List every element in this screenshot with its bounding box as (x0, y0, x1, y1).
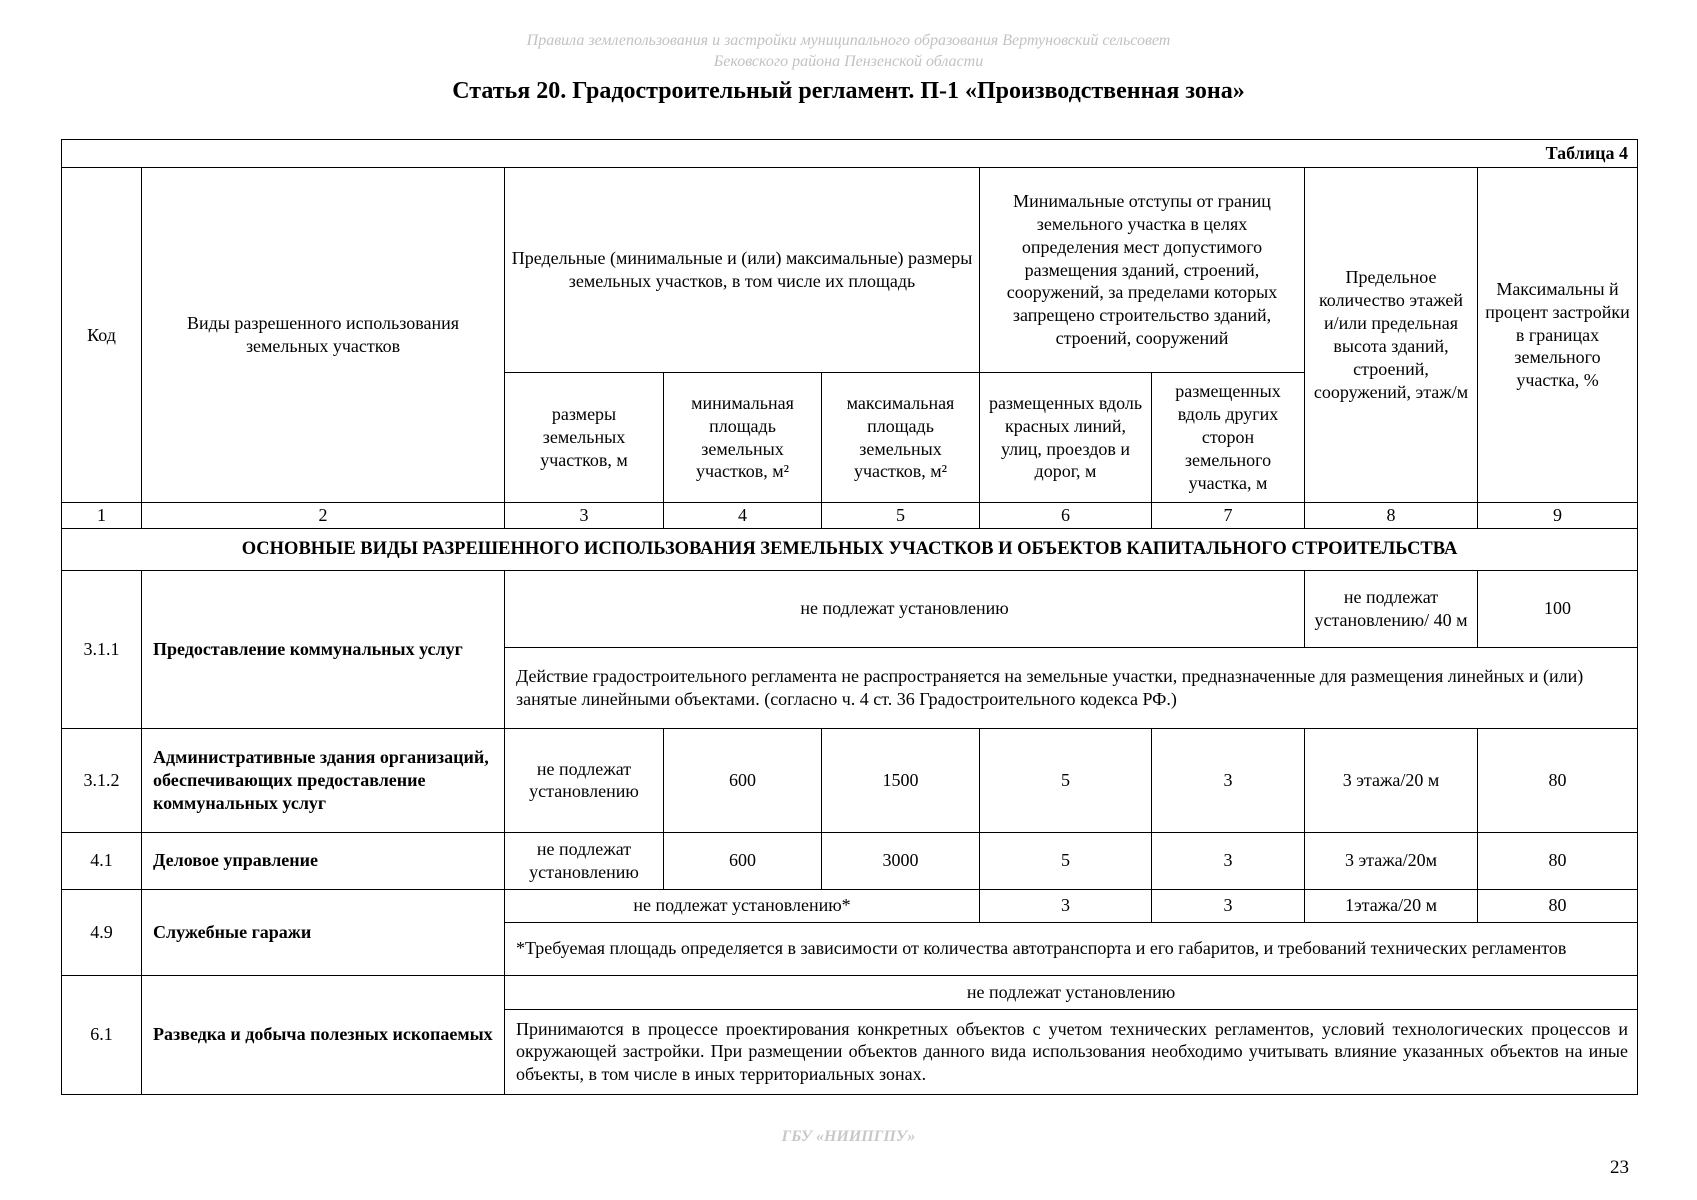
row-use-name: Служебные гаражи (142, 889, 505, 975)
row-code: 3.1.1 (62, 570, 142, 728)
row-min-area: 600 (664, 728, 822, 832)
header-setback-other: размещенных вдоль других сторон земельного участка, м (1152, 373, 1305, 503)
row-setback-red: 5 (980, 728, 1152, 832)
row-setback-other: 3 (1152, 832, 1305, 889)
header-max-area: максимальная площадь земельных участков, м² (822, 373, 980, 503)
row-coverage: 80 (1478, 728, 1638, 832)
row-coverage: 80 (1478, 832, 1638, 889)
row-merged-value: не подлежат установлению (505, 975, 1638, 1009)
regulation-table (61, 139, 1638, 1095)
row-coverage: 100 (1478, 570, 1638, 647)
row-note: Действие градостроительного регламента не распространяется на земельные участки, предназначенные для размещения линейных и (или) занятые линейными объектами. (согласно ч. 4 ст. 36 Градостроительного кодекса РФ.) (505, 647, 1638, 728)
row-setback-red: 3 (980, 889, 1152, 922)
row-floors: не подлежат установлению/ 40 м (1305, 570, 1478, 647)
col-number: 3 (505, 503, 664, 529)
row-coverage: 80 (1478, 889, 1638, 922)
header-use-types: Виды разрешенного использования земельных участков (142, 168, 505, 503)
row-plot-size: не подлежат установлению (505, 832, 664, 889)
row-floors: 3 этажа/20м (1305, 832, 1478, 889)
row-use-name: Разведка и добыча полезных ископаемых (142, 975, 505, 1094)
row-use-name: Деловое управление (142, 832, 505, 889)
row-plot-size: не подлежат установлению (505, 728, 664, 832)
col-number: 4 (664, 503, 822, 529)
running-header-line1: Правила землепользования и застройки муниципального образования Вертуновский сельсовет (526, 32, 1171, 49)
row-note: Принимаются в процессе проектирования конкретных объектов с учетом технических регламентов, условий технологических процессов и окружающей застройки. При размещении объектов данного вида использования необходимо учитывать влияние указанных объектов на иные объекты, в том числе в иных территориальных зонах. (505, 1009, 1638, 1094)
row-max-area: 1500 (822, 728, 980, 832)
row-code: 4.9 (62, 889, 142, 975)
col-number: 6 (980, 503, 1152, 529)
header-plot-limits: Предельные (минимальные и (или) максимальные) размеры земельных участков, в том числе их площадь (505, 168, 980, 373)
page-number: 23 (1610, 1157, 1629, 1178)
row-code: 3.1.2 (62, 728, 142, 832)
row-use-name: Предоставление коммунальных услуг (142, 570, 505, 728)
footer-organization: ГБУ «НИИПГПУ» (781, 1128, 916, 1145)
article-title: Статья 20. Градостроительный регламент. П-1 «Производственная зона» (452, 78, 1245, 104)
row-max-area: 3000 (822, 832, 980, 889)
row-note: *Требуемая площадь определяется в зависимости от количества автотранспорта и его габаритов, и требований технических регламентов (505, 922, 1638, 975)
col-number: 9 (1478, 503, 1638, 529)
row-merged-value: не подлежат установлению (505, 570, 1305, 647)
header-max-floors: Предельное количество этажей и/или предельная высота зданий, строений, сооружений, этаж/м (1305, 168, 1478, 503)
row-min-area: 600 (664, 832, 822, 889)
col-number: 1 (62, 503, 142, 529)
header-setbacks: Минимальные отступы от границ земельного участка в целях определения мест допустимого размещения зданий, строений, сооружений, за пределами которых запрещено строительство зданий, строений, сооружений (980, 168, 1305, 373)
row-floors: 3 этажа/20 м (1305, 728, 1478, 832)
row-merged-value: не подлежат установлению* (505, 889, 980, 922)
col-number: 7 (1152, 503, 1305, 529)
col-number: 5 (822, 503, 980, 529)
row-setback-red: 5 (980, 832, 1152, 889)
row-code: 6.1 (62, 975, 142, 1094)
running-header-line2: Бековского района Пензенской области (713, 53, 984, 70)
row-use-name: Административные здания организаций, обеспечивающих предоставление коммунальных услуг (142, 728, 505, 832)
header-min-area: минимальная площадь земельных участков, м² (664, 373, 822, 503)
table-label: Таблица 4 (62, 140, 1638, 168)
header-code: Код (62, 168, 142, 503)
header-max-coverage: Максимальны й процент застройки в границах земельного участка, % (1478, 168, 1638, 503)
header-plot-size: размеры земельных участков, м (505, 373, 664, 503)
row-setback-other: 3 (1152, 728, 1305, 832)
row-code: 4.1 (62, 832, 142, 889)
col-number: 8 (1305, 503, 1478, 529)
row-setback-other: 3 (1152, 889, 1305, 922)
section-title: ОСНОВНЫЕ ВИДЫ РАЗРЕШЕННОГО ИСПОЛЬЗОВАНИЯ ЗЕМЕЛЬНЫХ УЧАСТКОВ И ОБЪЕКТОВ КАПИТАЛЬНОГО СТРОИТЕЛЬСТВА (62, 528, 1638, 570)
header-setback-red: размещенных вдоль красных линий, улиц, проездов и дорог, м (980, 373, 1152, 503)
row-floors: 1этажа/20 м (1305, 889, 1478, 922)
col-number: 2 (142, 503, 505, 529)
